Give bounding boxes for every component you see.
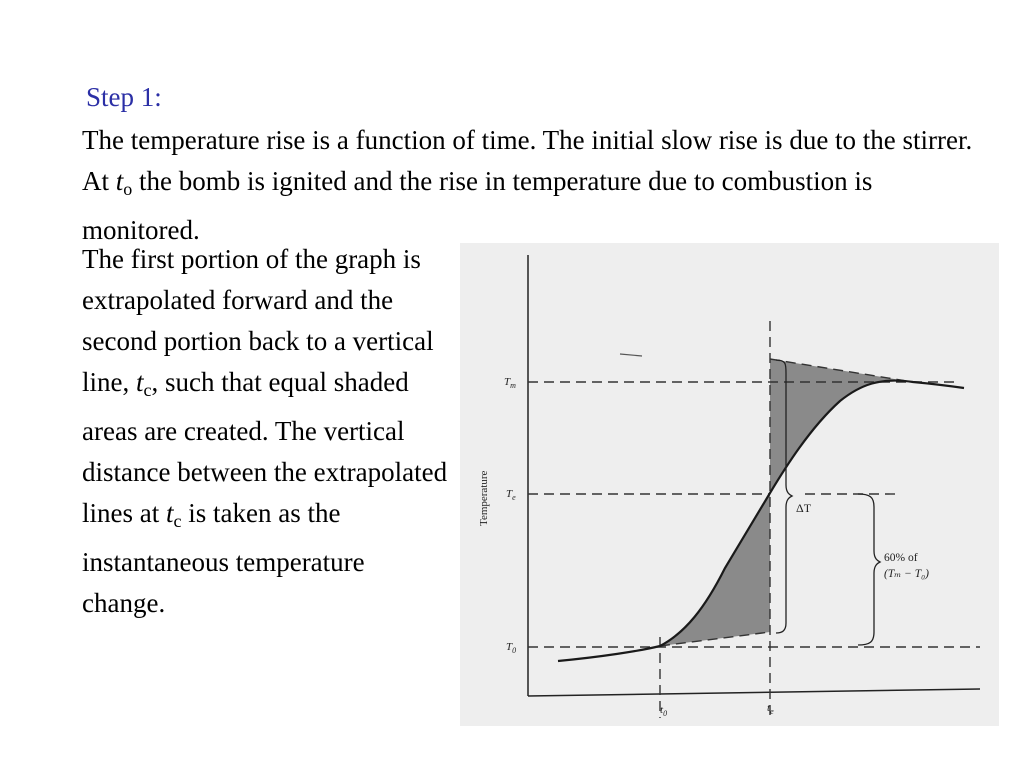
stray-mark <box>620 354 642 356</box>
upper-shaded-area <box>770 359 913 493</box>
explanation-paragraph: The first portion of the graph is extrapolated forward and the second portion back to a vertical line, $t_c$, such that equal shaded areas are created. The vertical distance between the extrapolated lines at $t_c$ is taken as the instantaneous temperature change. <box>82 244 448 618</box>
x-axis <box>528 689 980 696</box>
intro-paragraph: The temperature rise is a function of time. The initial slow rise is due to the stirrer. At $t_o$ the bomb is ignited and the rise in temperature due to combustion is monitored. <box>82 125 973 245</box>
sixty-percent-bracket <box>858 494 880 645</box>
step-title: Step 1: <box>86 82 162 112</box>
sixty-percent-label: 60% of <box>884 552 918 564</box>
te-time-label: $t_e$ <box>767 702 774 716</box>
t0-time-label: $t_0$ <box>660 704 668 718</box>
y-axis-title: Temperature <box>478 470 490 526</box>
t0-tick-label: $T_0$ <box>506 641 517 655</box>
lower-shaded-area <box>660 493 770 646</box>
te-tick-label: $T_e$ <box>506 488 516 502</box>
delta-t-label: ΔT <box>796 501 812 515</box>
tm-tick-label: $T_m$ <box>504 376 516 390</box>
temperature-time-figure <box>460 243 999 726</box>
tm-minus-t0-label: (Tₘ − T₀) <box>884 568 930 580</box>
temperature-curve-diagram <box>460 243 999 726</box>
